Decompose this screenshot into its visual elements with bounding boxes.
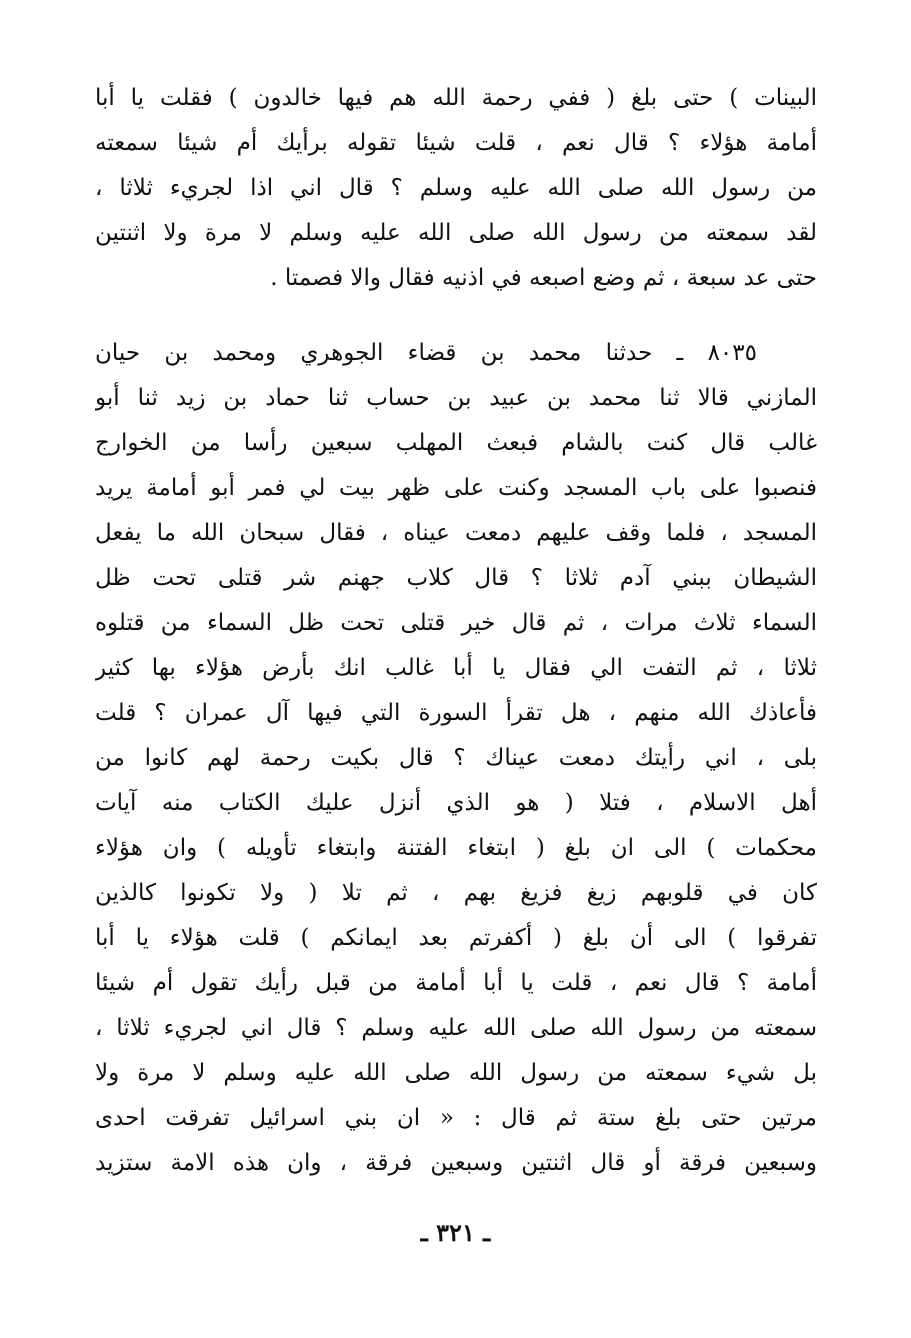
text-line: حتى عد سبعة ، ثم وضع اصبعه في اذنيه فقال والا فصمتا .: [270, 265, 817, 291]
text-line: المازني قالا ثنا محمد بن عبيد بن حساب ثنا حماد بن زيد ثنا أبو: [95, 385, 817, 411]
text-line: تفرقوا ) الى أن بلغ ( أكفرتم بعد ايمانكم ) قلت هؤلاء يا أبا: [95, 925, 817, 951]
text-line: وسبعين فرقة أو قال اثنتين وسبعين فرقة ، وان هذه الامة ستزيد: [95, 1150, 817, 1176]
text-line: مرتين حتى بلغ ستة ثم قال : « ان بني اسرائيل تفرقت احدى: [95, 1105, 817, 1131]
text-line: محكمات ) الى ان بلغ ( ابتغاء الفتنة وابتغاء تأويله ) وان هؤلاء: [95, 835, 817, 861]
text-line: سمعته من رسول الله صلى الله عليه وسلم ؟ قال اني لجريء ثلاثا ،: [95, 1015, 817, 1041]
document-page: [95, 76, 817, 1246]
paragraph-hadith-8035: [95, 331, 817, 1186]
text-line: الشيطان ببني آدم ثلاثا ؟ قال كلاب جهنم شر قتلى تحت ظل: [95, 565, 817, 591]
page-number: ـ ٣٢١ ـ: [420, 1218, 491, 1247]
hadith-number-line: ٨٠٣٥ ـ حدثنا محمد بن قضاء الجوهري ومحمد بن حيان: [95, 340, 757, 366]
text-line: غالب قال كنت بالشام فبعث المهلب سبعين رأسا من الخوارج: [95, 430, 817, 456]
text-line: البينات ) حتى بلغ ( ففي رحمة الله هم فيها خالدون ) فقلت يا أبا: [95, 85, 817, 111]
text-line: فأعاذك الله منهم ، هل تقرأ السورة التي فيها آل عمران ؟ قلت: [95, 700, 817, 726]
text-line: من رسول الله صلى الله عليه وسلم ؟ قال اني اذا لجريء ثلاثا ،: [95, 175, 817, 201]
text-line: السماء ثلاث مرات ، ثم قال خير قتلى تحت ظل السماء من قتلوه: [95, 610, 817, 636]
text-line: المسجد ، فلما وقف عليهم دمعت عيناه ، فقال سبحان الله ما يفعل: [95, 520, 817, 546]
text-line: أهل الاسلام ، فتلا ( هو الذي أنزل عليك الكتاب منه آيات: [95, 790, 817, 816]
text-line: بلى ، اني رأيتك دمعت عيناك ؟ قال بكيت رحمة لهم كانوا من: [95, 745, 817, 771]
text-line: بل شيء سمعته من رسول الله صلى الله عليه وسلم لا مرة ولا: [95, 1060, 817, 1086]
text-line: فنصبوا على باب المسجد وكنت على ظهر بيت لي فمر أبو أمامة يريد: [95, 475, 817, 501]
text-line: كان في قلوبهم زيغ فزيغ بهم ، ثم تلا ( ولا تكونوا كالذين: [95, 880, 817, 906]
text-line: أمامة ؟ قال نعم ، قلت يا أبا أمامة من قبل رأيك تقول أم شيئا: [95, 970, 817, 996]
text-line: لقد سمعته من رسول الله صلى الله عليه وسلم لا مرة ولا اثنتين: [95, 220, 817, 246]
text-line: أمامة هؤلاء ؟ قال نعم ، قلت شيئا تقوله برأيك أم شيئا سمعته: [95, 130, 817, 156]
paragraph-continuation: [95, 76, 817, 301]
text-line: ثلاثا ، ثم التفت الي فقال يا أبا غالب انك بأرض هؤلاء بها كثير: [95, 655, 817, 681]
